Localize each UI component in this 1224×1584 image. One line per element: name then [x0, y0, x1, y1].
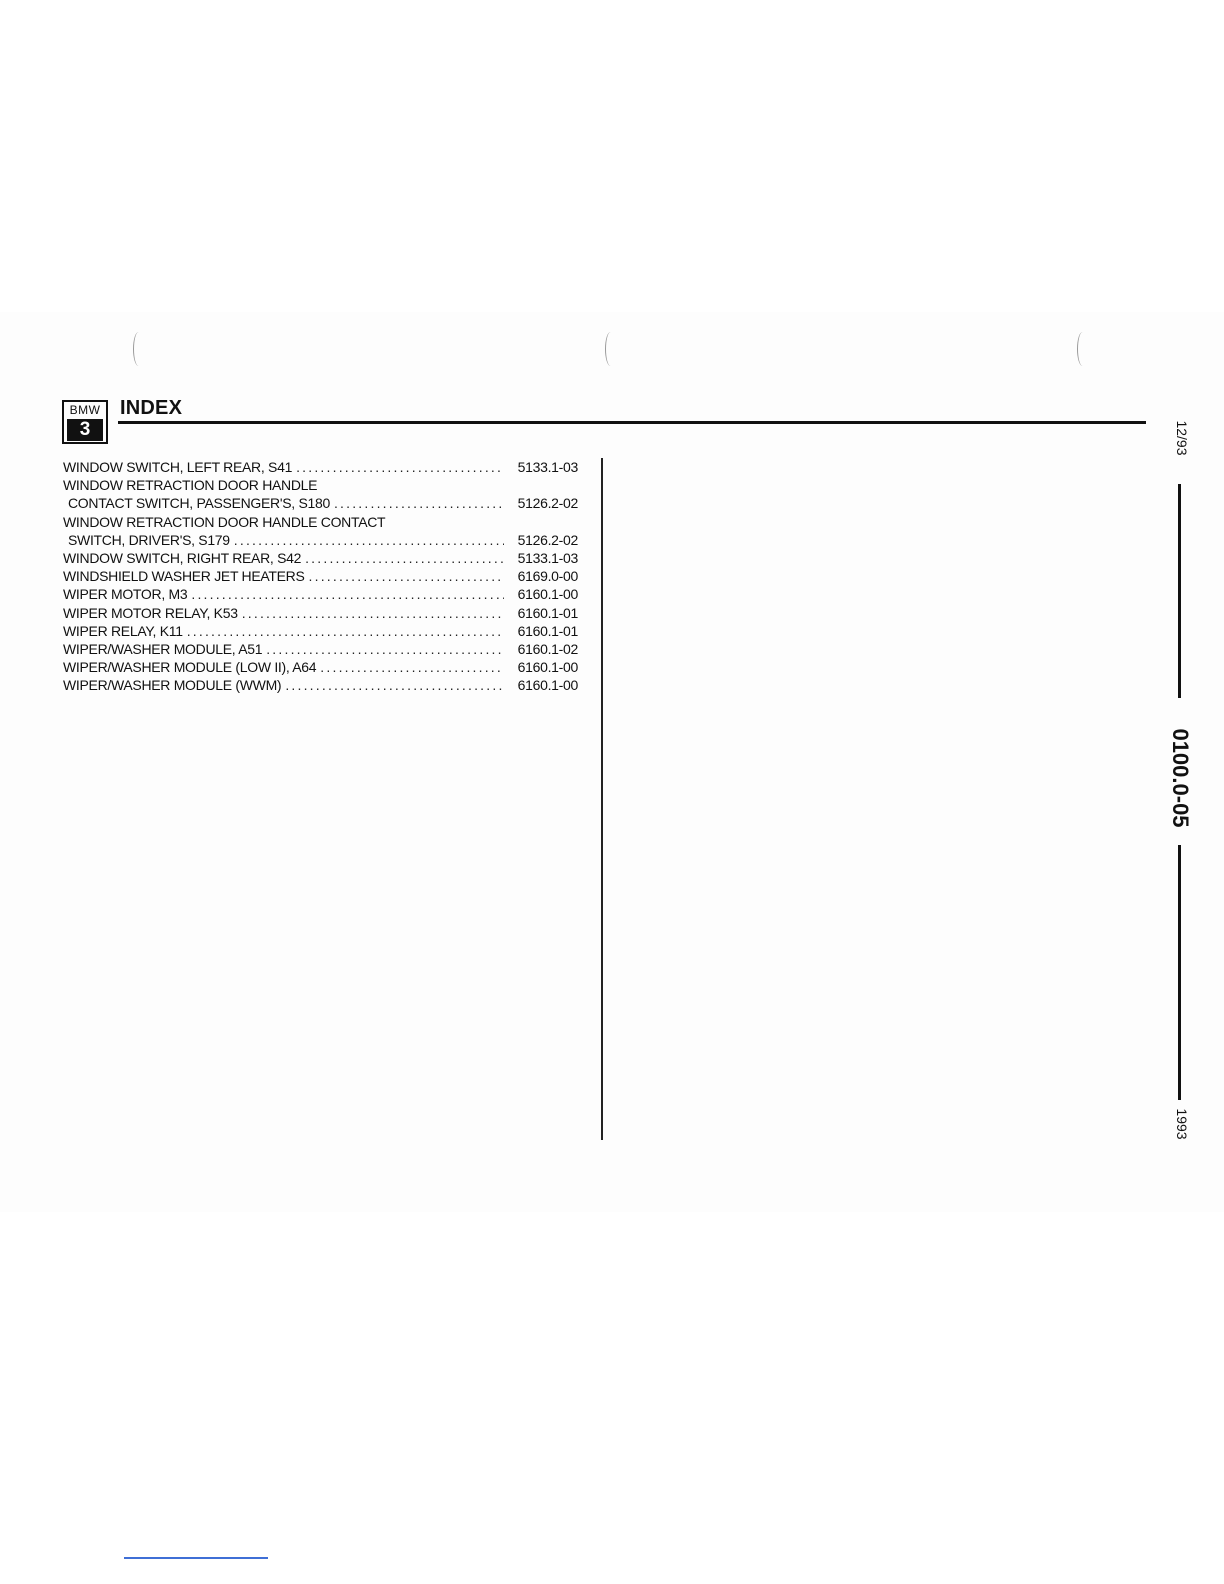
- index-list: [63, 458, 578, 694]
- binder-hole-mark: [605, 332, 616, 366]
- index-entry-ref: 5126.2-02: [517, 531, 578, 548]
- scanned-page-area: [0, 312, 1224, 1212]
- dot-leader: [296, 458, 504, 476]
- index-entry-text: WINDOW RETRACTION DOOR HANDLE: [63, 477, 318, 494]
- margin-rule: [1178, 484, 1181, 698]
- index-entry: [63, 604, 578, 622]
- margin-rule: [1178, 845, 1181, 1100]
- index-entry: [63, 549, 578, 567]
- index-entry-ref: 6169.0-00: [517, 568, 578, 585]
- index-entry-ref: 5133.1-03: [517, 549, 578, 566]
- index-entry: [63, 476, 578, 494]
- index-entry-ref: 6160.1-01: [517, 622, 578, 639]
- index-entry-text: WIPER/WASHER MODULE (LOW II), A64: [63, 659, 317, 676]
- bmw-3-series-logo: [62, 400, 108, 444]
- index-entry: [63, 458, 578, 476]
- index-entry-text: WIPER/WASHER MODULE, A51: [63, 640, 263, 657]
- dot-leader: [234, 531, 504, 549]
- index-entry-text: WINDSHIELD WASHER JET HEATERS: [63, 568, 305, 585]
- index-entry: [63, 531, 578, 549]
- index-entry: [63, 513, 578, 531]
- index-entry-text: CONTACT SWITCH, PASSENGER'S, S180: [68, 495, 330, 512]
- index-entry-text: WINDOW SWITCH, RIGHT REAR, S42: [63, 549, 302, 566]
- dot-leader: [242, 604, 504, 622]
- index-entry-text: WIPER MOTOR RELAY, K53: [63, 604, 238, 621]
- dot-leader: [191, 585, 504, 603]
- dot-leader: [309, 567, 504, 585]
- dot-leader: [305, 549, 504, 567]
- index-entry-ref: 6160.1-00: [517, 586, 578, 603]
- logo-model-text: 3: [67, 419, 103, 441]
- index-entry-text: WIPER MOTOR, M3: [63, 586, 188, 603]
- index-entry: [63, 585, 578, 603]
- page-title: INDEX: [120, 397, 183, 419]
- index-entry-ref: 5126.2-02: [517, 495, 578, 512]
- dot-leader: [285, 676, 504, 694]
- binder-hole-mark: [133, 332, 144, 366]
- title-rule: [118, 421, 1146, 424]
- logo-brand-text: BMW: [69, 403, 101, 417]
- index-entry-ref: 6160.1-00: [517, 677, 578, 694]
- margin-page-code: 0100.0-05: [1168, 728, 1193, 828]
- margin-date: 12/93: [1174, 420, 1190, 456]
- index-entry-text: WINDOW SWITCH, LEFT REAR, S41: [63, 459, 293, 475]
- index-entry: [63, 567, 578, 585]
- index-entry-ref: 6160.1-01: [517, 604, 578, 621]
- margin-year: 1993: [1174, 1108, 1190, 1140]
- dot-leader: [320, 658, 504, 676]
- dot-leader: [266, 640, 504, 658]
- binder-hole-mark: [1077, 332, 1088, 366]
- index-entry-ref: 6160.1-00: [517, 659, 578, 676]
- dot-leader: [334, 494, 504, 512]
- index-entry-text: WIPER/WASHER MODULE (WWM): [63, 677, 282, 694]
- index-entry-ref: 5133.1-03: [517, 459, 578, 475]
- index-entry-ref: 6160.1-02: [517, 640, 578, 657]
- index-entry: [63, 494, 578, 512]
- index-entry: [63, 658, 578, 676]
- index-entry-text: WINDOW RETRACTION DOOR HANDLE CONTACT: [63, 513, 386, 530]
- index-entry-text: WIPER RELAY, K11: [63, 622, 183, 639]
- dot-leader: [187, 622, 504, 640]
- index-entry-text: SWITCH, DRIVER'S, S179: [68, 531, 230, 548]
- index-entry: [63, 622, 578, 640]
- index-entry: [63, 640, 578, 658]
- index-entry: [63, 676, 578, 694]
- column-divider: [601, 458, 603, 1140]
- bottom-link-underline: [124, 1557, 268, 1559]
